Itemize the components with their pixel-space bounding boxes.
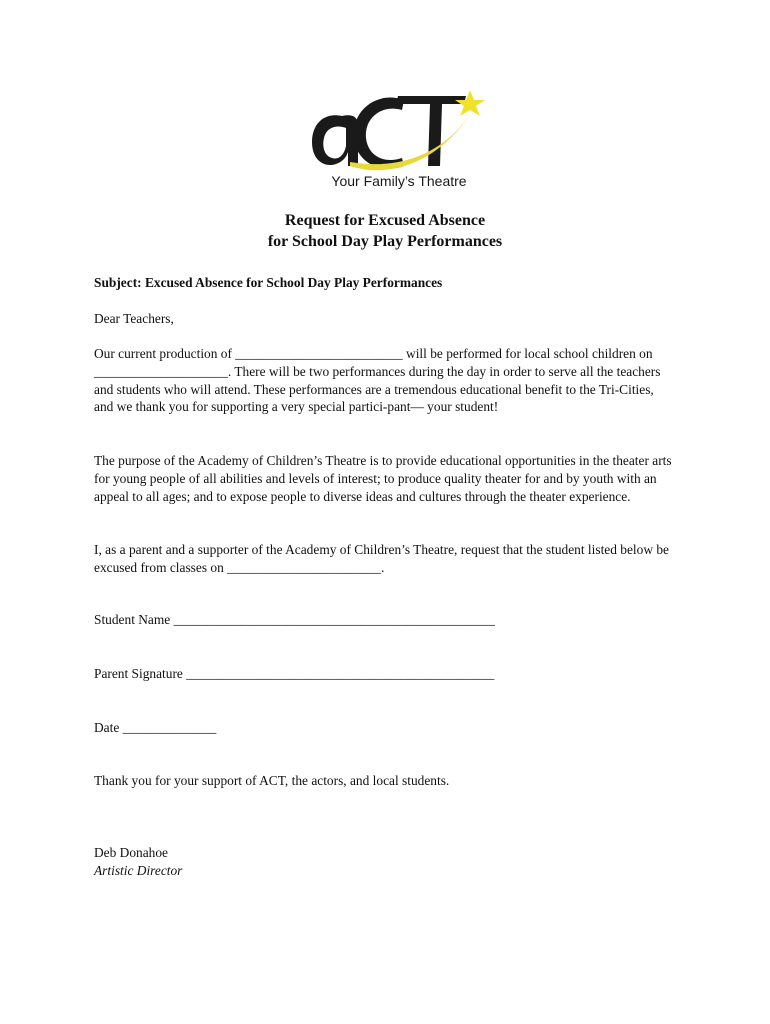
signer-title: Artistic Director bbox=[94, 863, 183, 878]
signer-name: Deb Donahoe bbox=[94, 845, 168, 860]
parent-signature-field[interactable]: Parent Signature ______________________________________________ bbox=[94, 666, 495, 681]
logo-tagline: Your Family’s Theatre bbox=[331, 173, 467, 189]
student-name-field[interactable]: Student Name ________________________________________________ bbox=[94, 612, 495, 627]
date-field[interactable]: Date ______________ bbox=[94, 720, 217, 735]
paragraph-purpose: The purpose of the Academy of Children’s Theatre is to provide educational opportunities in the theater arts for young people of all abilities and levels of interest; to produce quality theater for and by youth with an appeal to all ages; and to expose people to diverse ideas and cultures through the theater experience. bbox=[94, 453, 672, 504]
salutation: Dear Teachers, bbox=[94, 311, 174, 326]
logo-letter-c bbox=[354, 98, 404, 169]
closing-line: Thank you for your support of ACT, the actors, and local students. bbox=[94, 773, 450, 788]
logo-letter-t bbox=[396, 96, 466, 166]
star-icon bbox=[455, 90, 485, 116]
logo-letter-a bbox=[312, 115, 358, 166]
subject-line: Subject: Excused Absence for School Day Play Performances bbox=[94, 275, 443, 290]
paragraph-production: Our current production of _________________________ will be performed for local school children on ____________________. There will be two performances during the day in order to serve all the teachers and students who will attend. These performances are a tremendous educational benefit to the Tri-Cities, and we thank you for supporting a very special partici-pant— your student! bbox=[94, 346, 661, 415]
act-logo-mark bbox=[306, 86, 492, 176]
page-title: Request for Excused Absence bbox=[284, 212, 486, 229]
page-subtitle: for School Day Play Performances bbox=[267, 233, 503, 250]
paragraph-request: I, as a parent and a supporter of the Academy of Children’s Theatre, request that the student listed below be excused from classes on _______________________. bbox=[94, 542, 669, 575]
